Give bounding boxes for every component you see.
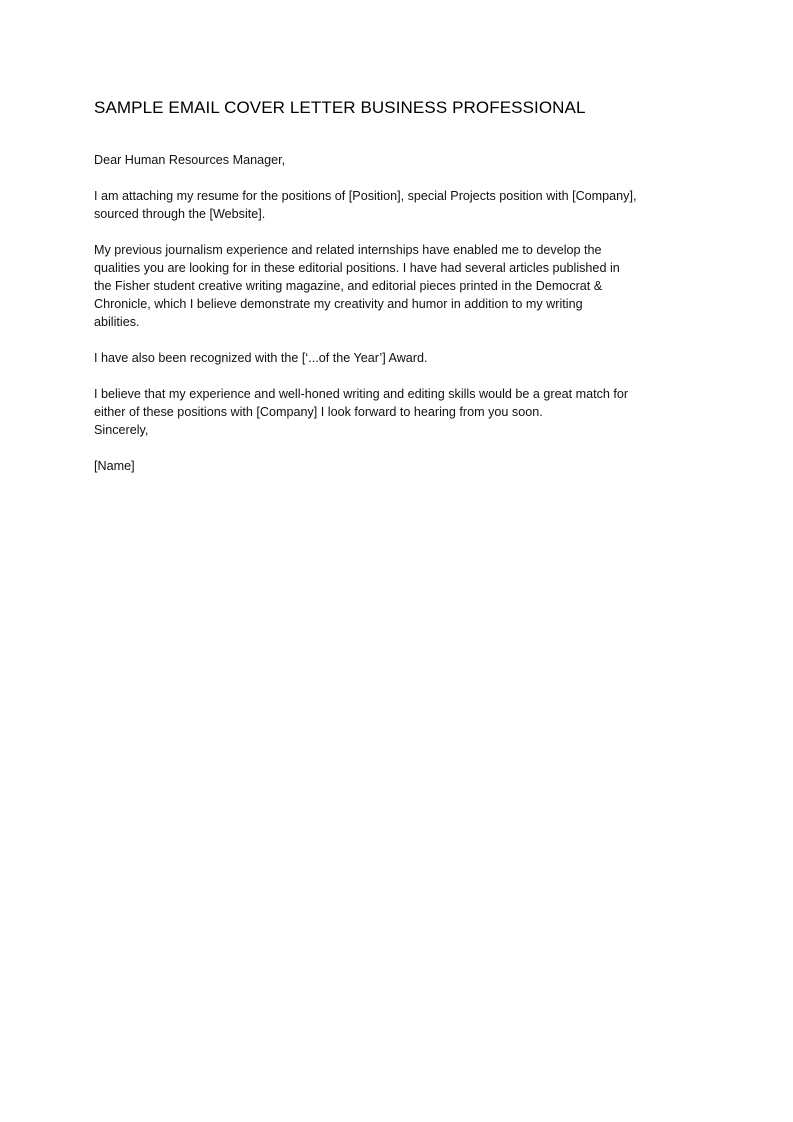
- closing: [94, 421, 694, 439]
- closing-line: Sincerely,: [94, 423, 149, 437]
- paragraph-line: I believe that my experience and well-honed writing and editing skills would be a great match for: [94, 387, 629, 401]
- letter-body: [94, 151, 694, 475]
- paragraph-line: I am attaching my resume for the positions of [Position], special Projects position with [Company],: [94, 189, 637, 203]
- paragraph-line: qualities you are looking for in these editorial positions. I have had several articles published in: [94, 261, 620, 275]
- paragraph-line: either of these positions with [Company] I look forward to hearing from you soon.: [94, 405, 543, 419]
- paragraph-experience: [94, 241, 694, 331]
- letter-content: [94, 96, 694, 493]
- paragraph-attachment: [94, 187, 694, 223]
- paragraph-line: Chronicle, which I believe demonstrate my creativity and humor in addition to my writing: [94, 297, 583, 311]
- paragraph-line: abilities.: [94, 315, 140, 329]
- paragraph-line: My previous journalism experience and related internships have enabled me to develop the: [94, 243, 602, 257]
- paragraph-line: sourced through the [Website].: [94, 207, 266, 221]
- paragraph-line: I have also been recognized with the [‘...of the Year’] Award.: [94, 351, 428, 365]
- signature: [94, 457, 694, 475]
- paragraph-closing-statement: [94, 385, 694, 421]
- paragraph-line: the Fisher student creative writing magazine, and editorial pieces printed in the Democrat &: [94, 279, 603, 293]
- signature-name: [Name]: [94, 459, 135, 473]
- paragraph-award: [94, 349, 694, 367]
- salutation-line: Dear Human Resources Manager,: [94, 153, 286, 167]
- salutation: [94, 151, 694, 169]
- document-title: SAMPLE EMAIL COVER LETTER BUSINESS PROFESSIONAL: [94, 98, 586, 117]
